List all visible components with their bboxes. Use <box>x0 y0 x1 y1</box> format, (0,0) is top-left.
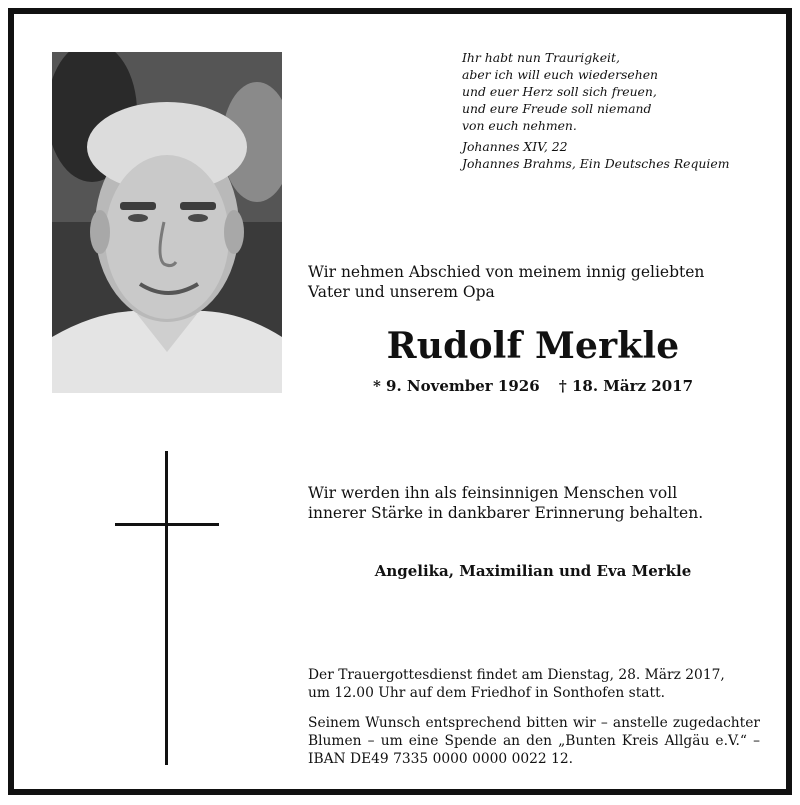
verse-line: und euer Herz soll sich freuen, <box>462 84 657 99</box>
deceased-name: Rudolf Merkle <box>386 325 680 367</box>
verse-line: von euch nehmen. <box>462 118 577 133</box>
life-dates <box>308 377 758 395</box>
bible-verse <box>462 49 782 172</box>
service-info <box>308 666 760 702</box>
verse-reference: Johannes Brahms, Ein Deutsches Requiem <box>462 156 730 171</box>
farewell-text <box>308 262 778 302</box>
remembrance-text <box>308 483 778 523</box>
portrait-photo <box>52 52 282 393</box>
birth-date: * 9. November 1926 <box>372 377 540 395</box>
cross-icon-bar <box>115 523 219 526</box>
service-line: um 12.00 Uhr auf dem Friedhof in Sonthofen statt. <box>308 685 665 701</box>
farewell-line: Vater und unserem Opa <box>308 283 495 301</box>
verse-reference: Johannes XIV, 22 <box>462 139 568 154</box>
cross-icon <box>165 451 168 765</box>
donation-request: Seinem Wunsch entsprechend bitten wir – anstelle zugedachter Blumen – um eine Spende an den „Bunten Kreis Allgäu e.V.“ – IBAN DE49 7335 0000 0000 0022 12. <box>308 715 760 767</box>
service-line: Der Trauergottesdienst findet am Dienstag, 28. März 2017, <box>308 667 725 683</box>
remembrance-line: Wir werden ihn als feinsinnigen Menschen voll <box>308 484 678 502</box>
portrait-illustration <box>52 52 282 393</box>
obituary-frame <box>8 8 792 795</box>
family-signature: Angelika, Maximilian und Eva Merkle <box>374 562 692 580</box>
verse-line: aber ich will euch wiedersehen <box>462 67 659 82</box>
verse-line: Ihr habt nun Traurigkeit, <box>462 50 620 65</box>
remembrance-line: innerer Stärke in dankbarer Erinnerung behalten. <box>308 504 704 522</box>
death-date: † 18. März 2017 <box>558 377 694 395</box>
verse-line: und eure Freude soll niemand <box>462 101 652 116</box>
farewell-line: Wir nehmen Abschied von meinem innig geliebten <box>308 263 705 281</box>
